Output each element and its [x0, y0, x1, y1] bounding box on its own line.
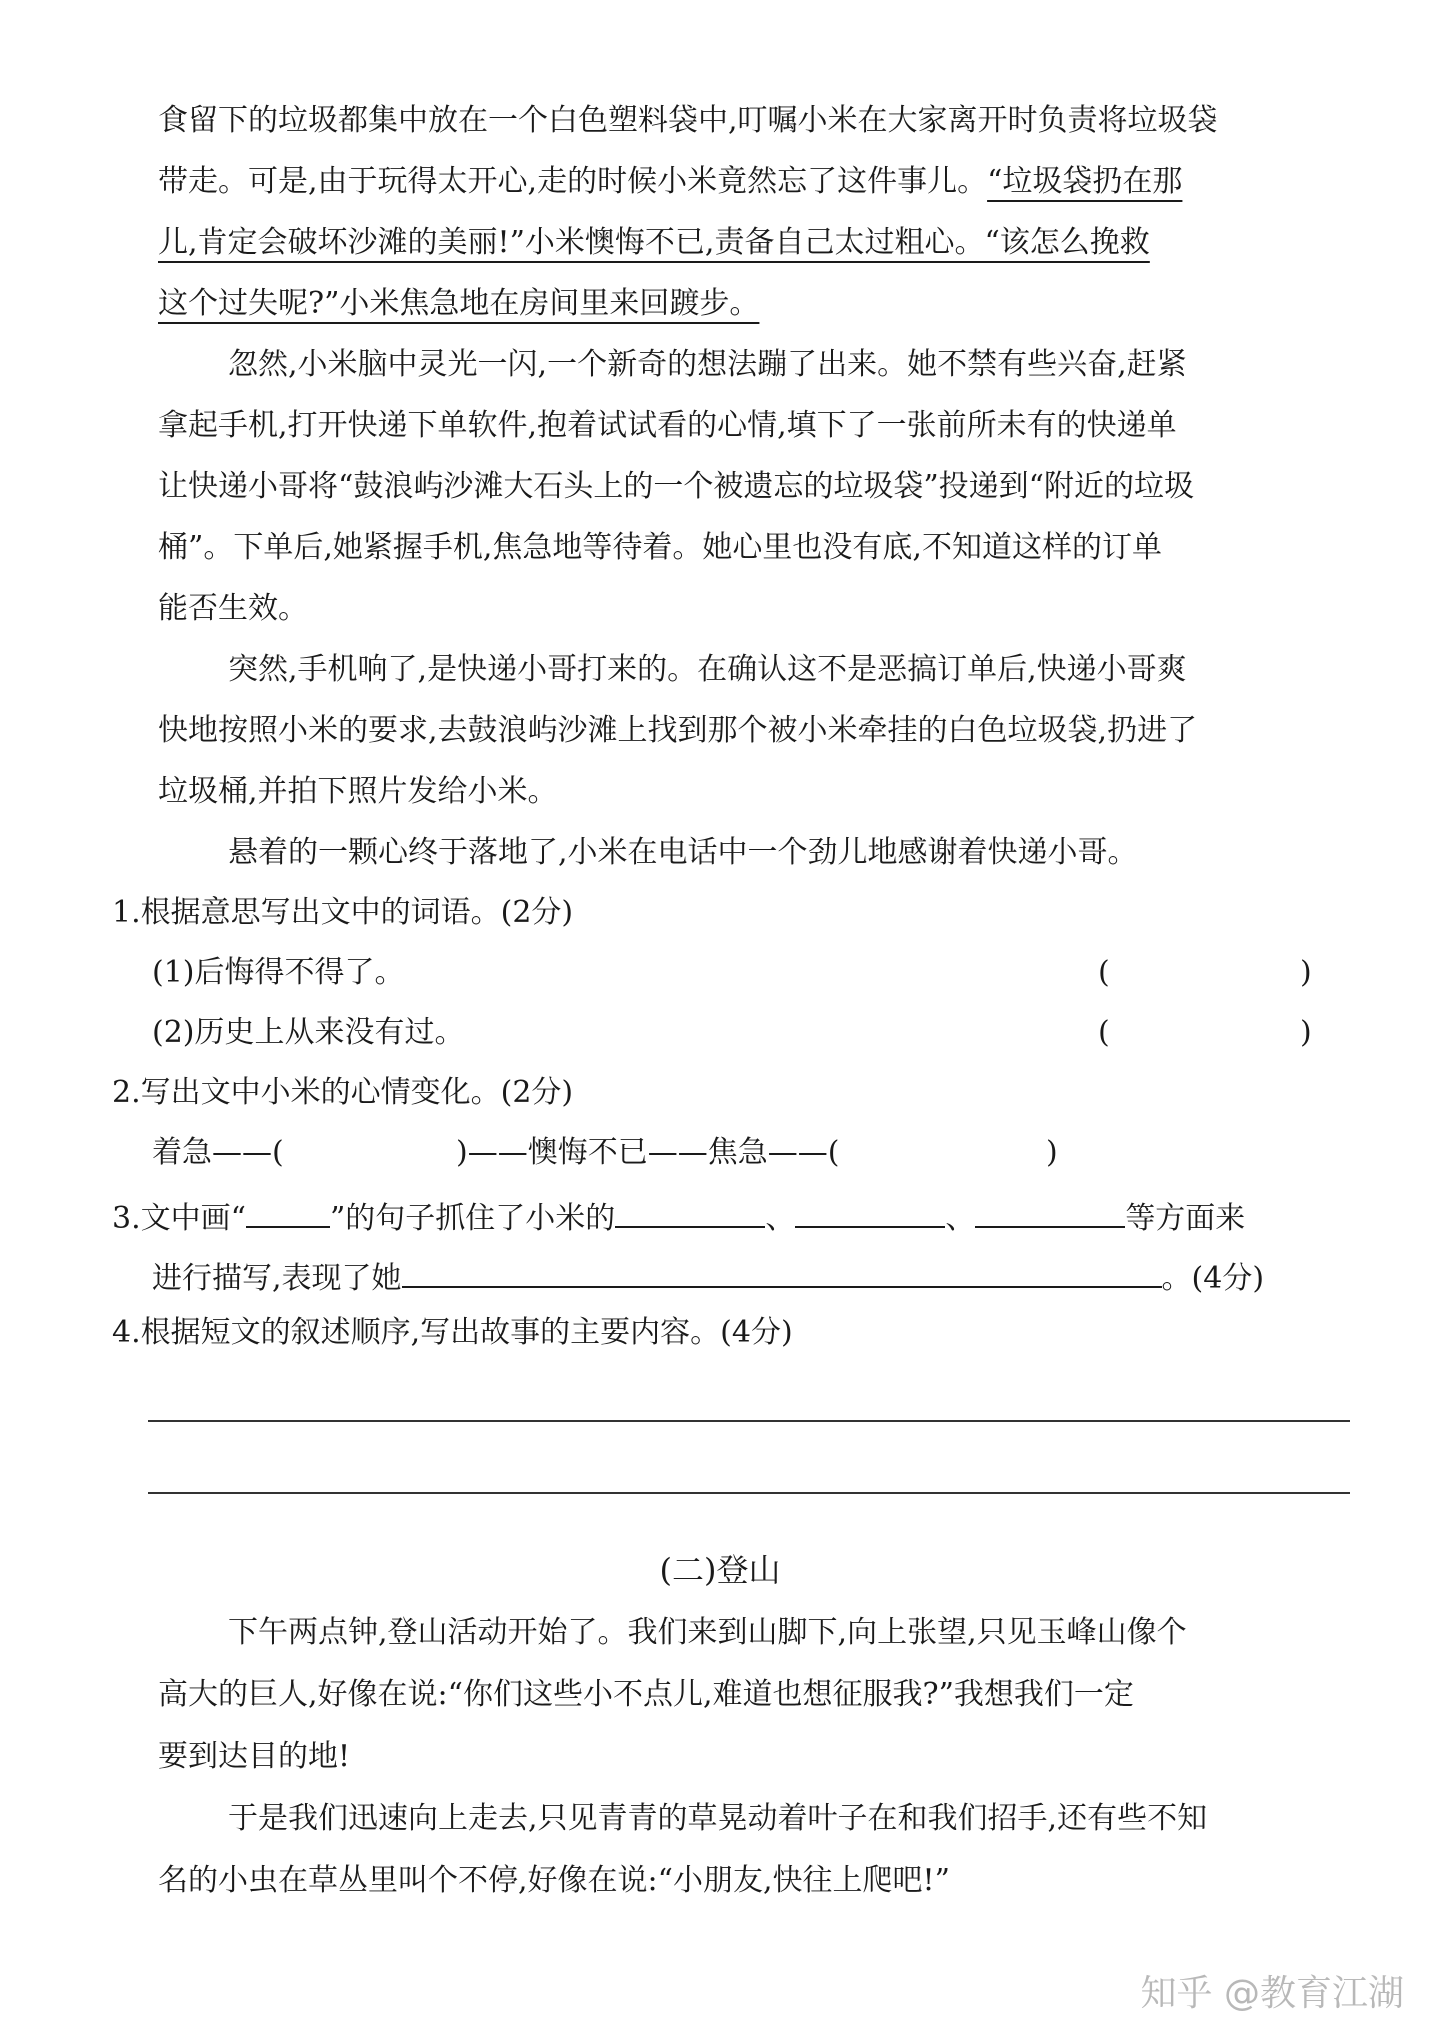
- question-3-text-a: 3.文中画“: [112, 1201, 246, 1236]
- story2-title: (二)登山: [659, 1551, 781, 1589]
- story2-p1-line2: 高大的巨人,好像在说:“你们这些小不点儿,难道也想征服我?”我想我们一定: [158, 1677, 1134, 1712]
- question-3-sep: 、: [945, 1201, 976, 1236]
- story1-p3-line2: 快地按照小米的要求,去鼓浪屿沙滩上找到那个被小米牵挂的白色垃圾袋,扔进了: [158, 713, 1198, 748]
- story1-p2-line2: 拿起手机,打开快递下单软件,抱着试试看的心情,填下了一张前所未有的快递单: [158, 408, 1177, 443]
- story2-p1-line1: 下午两点钟,登山活动开始了。我们来到山脚下,向上张望,只见玉峰山像个: [228, 1615, 1187, 1650]
- question-3-text-b: ”的句子抓住了小米的: [329, 1201, 616, 1236]
- zhihu-watermark: 知乎 @教育江湖: [1140, 1973, 1404, 2014]
- story1-p1-line2: [158, 164, 1183, 199]
- story1-p2-line5: 能否生效。: [158, 591, 308, 626]
- question-2-mood-b: )——懊悔不已——焦急——(: [456, 1135, 840, 1170]
- answer-blank: [615, 1198, 765, 1228]
- story1-p1-line1: 食留下的垃圾都集中放在一个白色塑料袋中,叮嘱小米在大家离开时负责将垃圾袋: [158, 103, 1218, 138]
- answer-paren-open: (: [1098, 955, 1110, 990]
- story1-p1-line2-text: 带走。可是,由于玩得太开心,走的时候小米竟然忘了这件事儿。: [158, 164, 988, 199]
- question-4-stem: 4.根据短文的叙述顺序,写出故事的主要内容。(4分): [112, 1315, 793, 1350]
- story1-p2-line1: 忽然,小米脑中灵光一闪,一个新奇的想法蹦了出来。她不禁有些兴奋,赶紧: [228, 347, 1187, 382]
- answer-line: [148, 1492, 1350, 1494]
- question-3-line1: [112, 1198, 1245, 1234]
- question-1-item-2: (2)历史上从来没有过。: [152, 1015, 465, 1050]
- answer-blank: [402, 1258, 1162, 1288]
- question-3-line2: [152, 1258, 1264, 1294]
- answer-blank: [795, 1198, 945, 1228]
- question-1-stem: 1.根据意思写出文中的词语。(2分): [112, 895, 574, 930]
- answer-paren-open: (: [1098, 1015, 1110, 1050]
- question-3-text-c: 等方面来: [1125, 1201, 1246, 1236]
- story1-p1-line3: 儿,肯定会破坏沙滩的美丽!”小米懊悔不已,责备自己太过粗心。“该怎么挽救: [158, 225, 1150, 260]
- answer-paren-close: ): [1300, 955, 1312, 990]
- question-2-mood-a: 着急——(: [152, 1135, 284, 1170]
- story1-p3-line1: 突然,手机响了,是快递小哥打来的。在确认这不是恶搞订单后,快递小哥爽: [228, 652, 1187, 687]
- question-2-mood-c: ): [1046, 1135, 1058, 1170]
- question-3-text-e: 。(4分): [1161, 1261, 1265, 1296]
- answer-blank: [246, 1198, 330, 1228]
- story1-p2-line3: 让快递小哥将“鼓浪屿沙滩大石头上的一个被遗忘的垃圾袋”投递到“附近的垃圾: [158, 469, 1195, 504]
- story2-p2-line2: 名的小虫在草丛里叫个不停,好像在说:“小朋友,快往上爬吧!”: [158, 1863, 950, 1898]
- question-2-stem: 2.写出文中小米的心情变化。(2分): [112, 1075, 574, 1110]
- answer-blank: [975, 1198, 1125, 1228]
- story1-p1-line4: 这个过失呢?”小米焦急地在房间里来回踱步。: [158, 286, 760, 321]
- story1-underlined-sentence: “垃圾袋扔在那: [987, 164, 1183, 199]
- question-1-item-1: (1)后悔得不得了。: [152, 955, 405, 990]
- answer-line: [148, 1420, 1350, 1422]
- answer-paren-close: ): [1300, 1015, 1312, 1050]
- story2-p2-line1: 于是我们迅速向上走去,只见青青的草晃动着叶子在和我们招手,还有些不知: [228, 1801, 1208, 1836]
- story1-p2-line4: 桶”。下单后,她紧握手机,焦急地等待着。她心里也没有底,不知道这样的订单: [158, 530, 1162, 565]
- question-3-sep: 、: [765, 1201, 796, 1236]
- story1-p4: 悬着的一颗心终于落地了,小米在电话中一个劲儿地感谢着快递小哥。: [228, 835, 1138, 870]
- story2-p1-line3: 要到达目的地!: [158, 1739, 351, 1774]
- question-3-text-d: 进行描写,表现了她: [152, 1261, 402, 1296]
- story1-p3-line3: 垃圾桶,并拍下照片发给小米。: [158, 774, 558, 809]
